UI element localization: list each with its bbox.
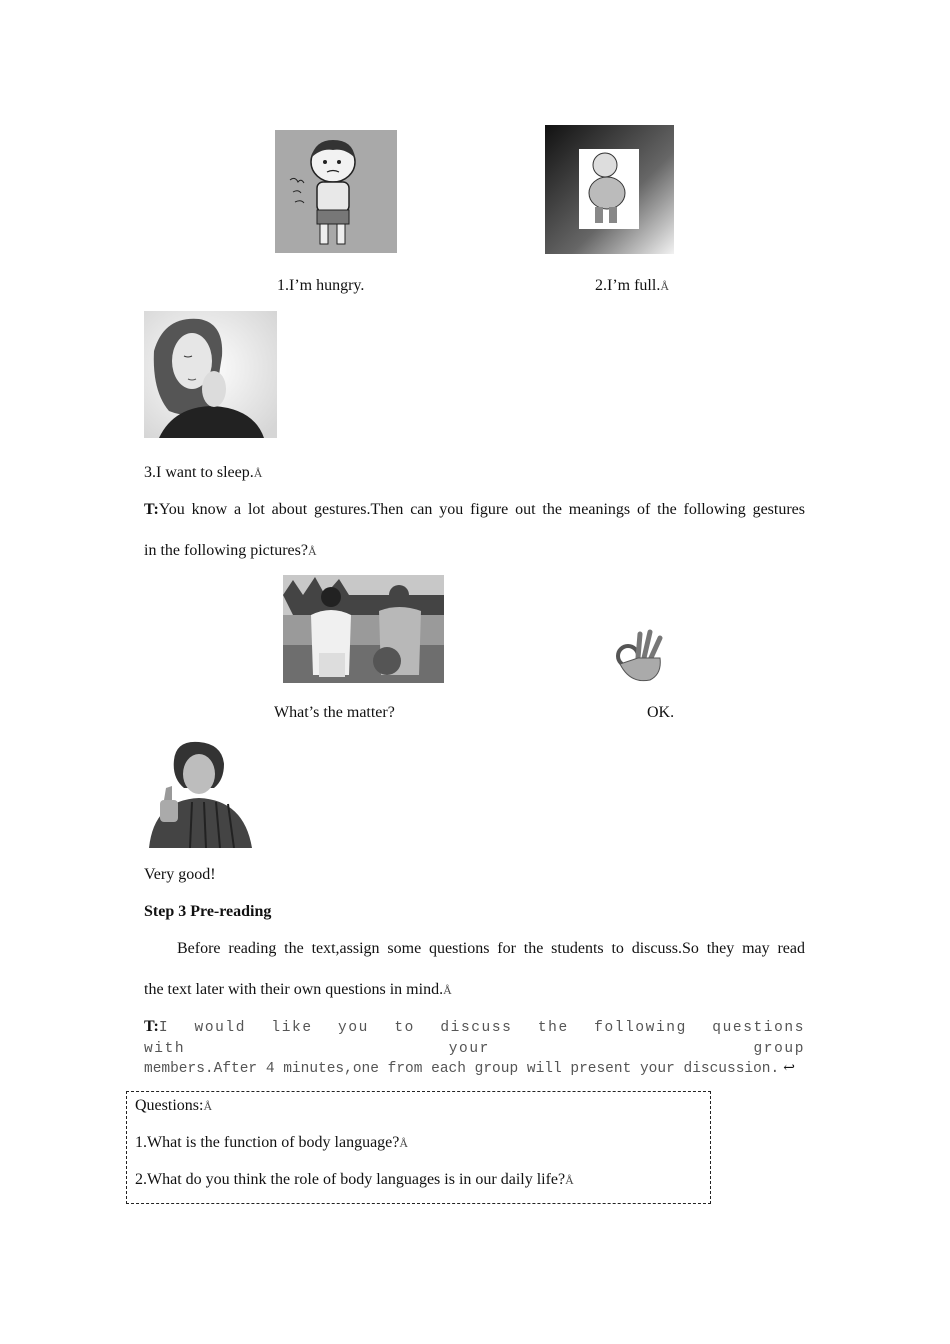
sleep-caption-text: 3.I want to sleep. [144,464,254,481]
step3-para-line1: Before reading the text,assign some questions for the students to discuss.So they may read [177,940,805,957]
thumbs-up-man-picture [144,740,254,848]
ok-gesture-hand-picture [610,628,668,684]
question-1-text: 1.What is the function of body language? [135,1134,400,1151]
step3-para-text2: the text later with their own questions in mind. [144,981,444,998]
question-1-mark: Å [399,1136,409,1150]
question-1 [135,1133,408,1153]
teacher-speaker: T: [144,501,159,518]
teacher-prompt-line2 [144,541,317,561]
enter-arrow-icon: ↩ [783,1061,795,1076]
questions-title-text: Questions: [135,1097,204,1114]
full-caption-mark: Å [660,279,669,293]
full-caption [595,276,669,296]
teacher-discuss-text1: I would like you to discuss the following questions with your group [144,1020,805,1057]
matter-caption: What’s the matter? [274,704,395,721]
hungry-caption: 1.I’m hungry. [277,277,365,294]
teacher-prompt-text1: You know a lot about gestures.Then can you figure out the meanings of the following gestures [158,501,805,518]
step3-heading [144,902,271,922]
teacher-prompt-mark: Å [307,544,317,558]
sleep-caption [144,463,262,483]
hungry-boy-picture [275,130,397,253]
teacher-prompt-text2: in the following pictures? [144,542,308,559]
teacher-discuss-line2 [144,1058,795,1079]
teacher-discuss-line1 [144,1017,805,1059]
thumbs-up-caption: Very good! [144,866,216,883]
ok-caption: OK. [647,704,675,721]
sleep-caption-mark: Å [253,466,263,480]
teacher-discuss-text2: members.After 4 minutes,one from each group will present your discussion. [144,1061,780,1077]
two-men-basketball-picture [283,575,444,683]
step3-para-mark: Å [443,983,452,997]
full-caption-text: 2.I’m full. [595,277,661,294]
step3-heading-text: Step 3 Pre-reading [144,903,272,920]
full-man-picture [545,125,674,254]
sleeping-woman-picture [144,311,277,438]
question-2-mark: Å [565,1173,574,1187]
question-2-text: 2.What do you think the role of body languages is in our daily life? [135,1171,566,1188]
questions-title-mark: Å [203,1099,213,1113]
step3-para-line2 [144,980,452,1000]
question-2 [135,1170,574,1190]
teacher-discuss-speaker: T: [144,1018,159,1035]
questions-title [135,1096,212,1116]
teacher-prompt-line1 [144,500,805,520]
